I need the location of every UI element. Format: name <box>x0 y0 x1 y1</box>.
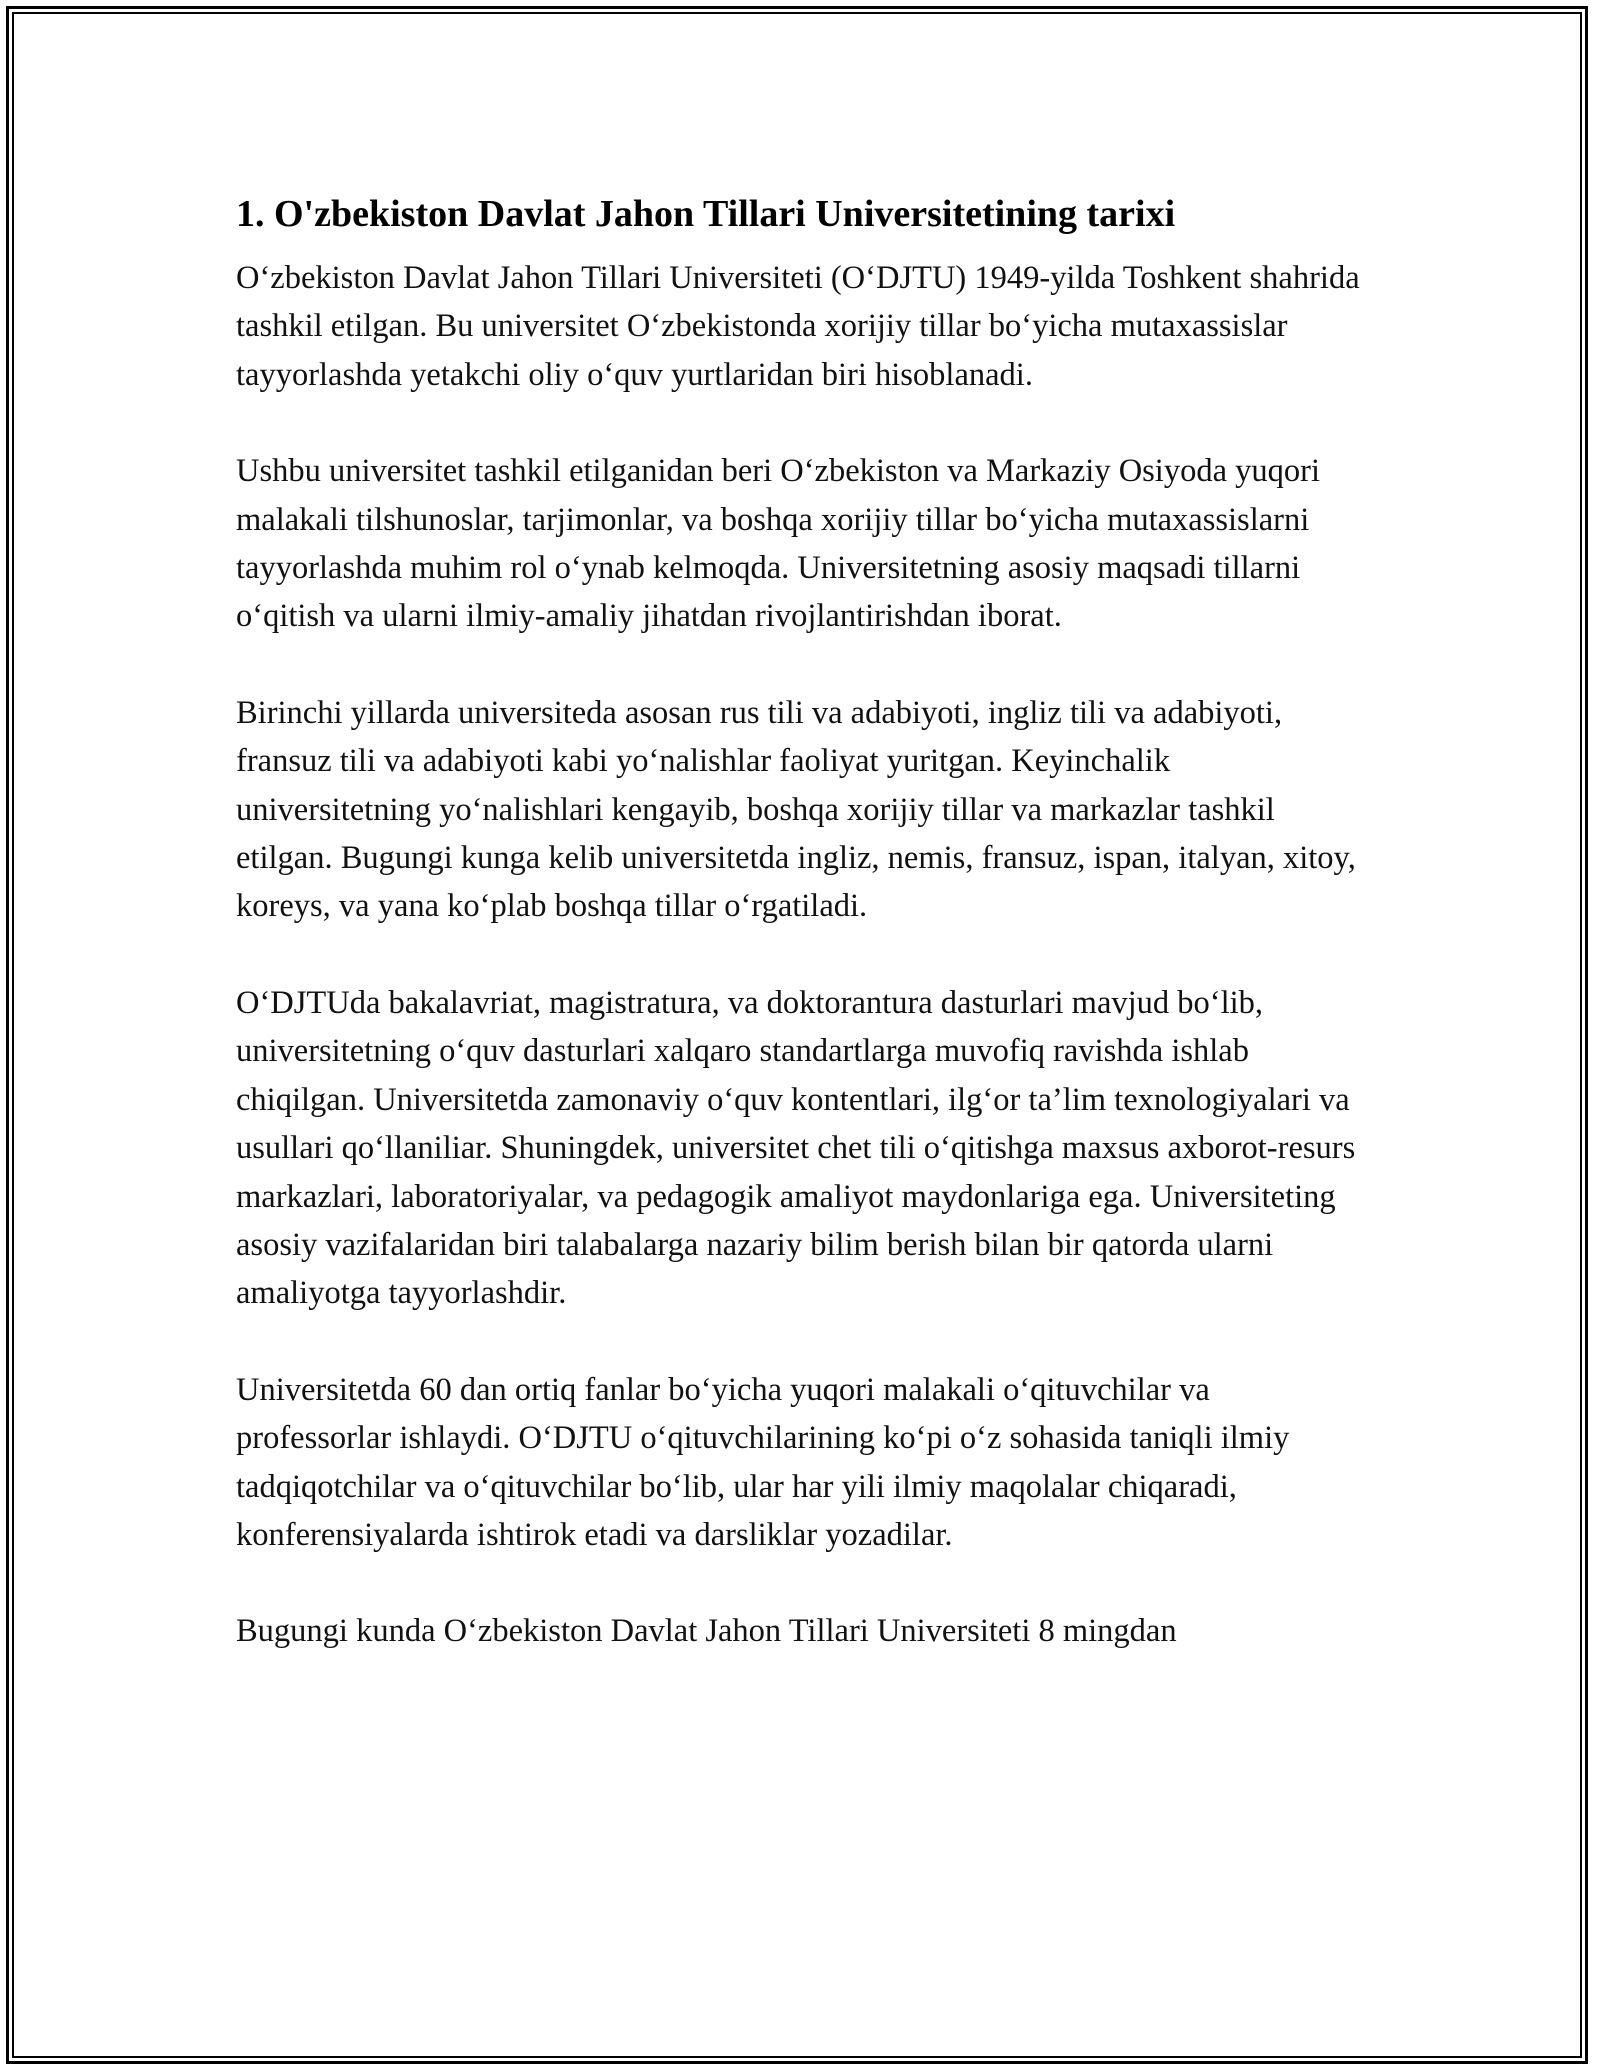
section-heading: 1. O'zbekiston Davlat Jahon Tillari Universitetining tarixi <box>236 193 1176 235</box>
paragraph-programs: O‘DJTUda bakalavriat, magistratura, va doktorantura dasturlari mavjud bo‘lib, universitetning o‘quv dasturlari xalqaro standartlarga muvofiq ravishda ishlab chiqilgan. Universitetda zamonaviy o‘quv kontentlari, ilg‘or ta’lim texnologiyalari va usullari qo‘llaniliar. Shuningdek, universitet chet tili o‘qitishga maxsus axborot-resurs markazlari, laboratoriyalar, va pedagogik amaliyot maydonlariga ega. Universiteting asosiy vazifalaridan biri talabalarga nazariy bilim berish bilan bir qatorda ularni amaliyotga tayyorlashdir. <box>236 984 1356 1312</box>
paragraph-mission: Ushbu universitet tashkil etilganidan beri O‘zbekiston va Markaziy Osiyoda yuqori malakali tilshunoslar, tarjimonlar, va boshqa xorijiy tillar bo‘yicha mutaxassislarni tayyorlashda muhim rol o‘ynab kelmoqda. Universitetning asosiy maqsadi tillarni o‘qitish va ularni ilmiy-amaliy jihatdan rivojlantirishdan iborat. <box>236 453 1320 635</box>
document-body <box>236 186 1360 1704</box>
paragraph-today: Bugungi kunda O‘zbekiston Davlat Jahon Tillari Universiteti 8 mingdan <box>236 1613 1177 1650</box>
paragraph-early-years: Birinchi yillarda universiteda asosan rus tili va adabiyoti, ingliz tili va adabiyoti, fransuz tili va adabiyoti kabi yo‘nalishlar faoliyat yuritgan. Keyinchalik universitetning yo‘nalishlari kengayib, boshqa xorijiy tillar va markazlar tashkil etilgan. Bugungi kunga kelib universitetda ingliz, nemis, fransuz, ispan, italyan, xitoy, koreys, va yana ko‘plab boshqa tillar o‘rgatiladi. <box>236 694 1356 925</box>
paragraph-founding: O‘zbekiston Davlat Jahon Tillari Universiteti (O‘DJTU) 1949-yilda Toshkent shahrida tashkil etilgan. Bu universitet O‘zbekistonda xorijiy tillar bo‘yicha mutaxassislar tayyorlashda yetakchi oliy o‘quv yurtlaridan biri hisoblanadi. <box>236 260 1360 393</box>
paragraph-faculty: Universitetda 60 dan ortiq fanlar bo‘yicha yuqori malakali o‘qituvchilar va professorlar ishlaydi. O‘DJTU o‘qituvchilarining ko‘pi o‘z sohasida taniqli ilmiy tadqiqotchilar va o‘qituvchilar bo‘lib, ular har yili ilmiy maqolalar chiqaradi, konferensiyalarda ishtirok etadi va darsliklar yozadilar. <box>236 1371 1290 1553</box>
